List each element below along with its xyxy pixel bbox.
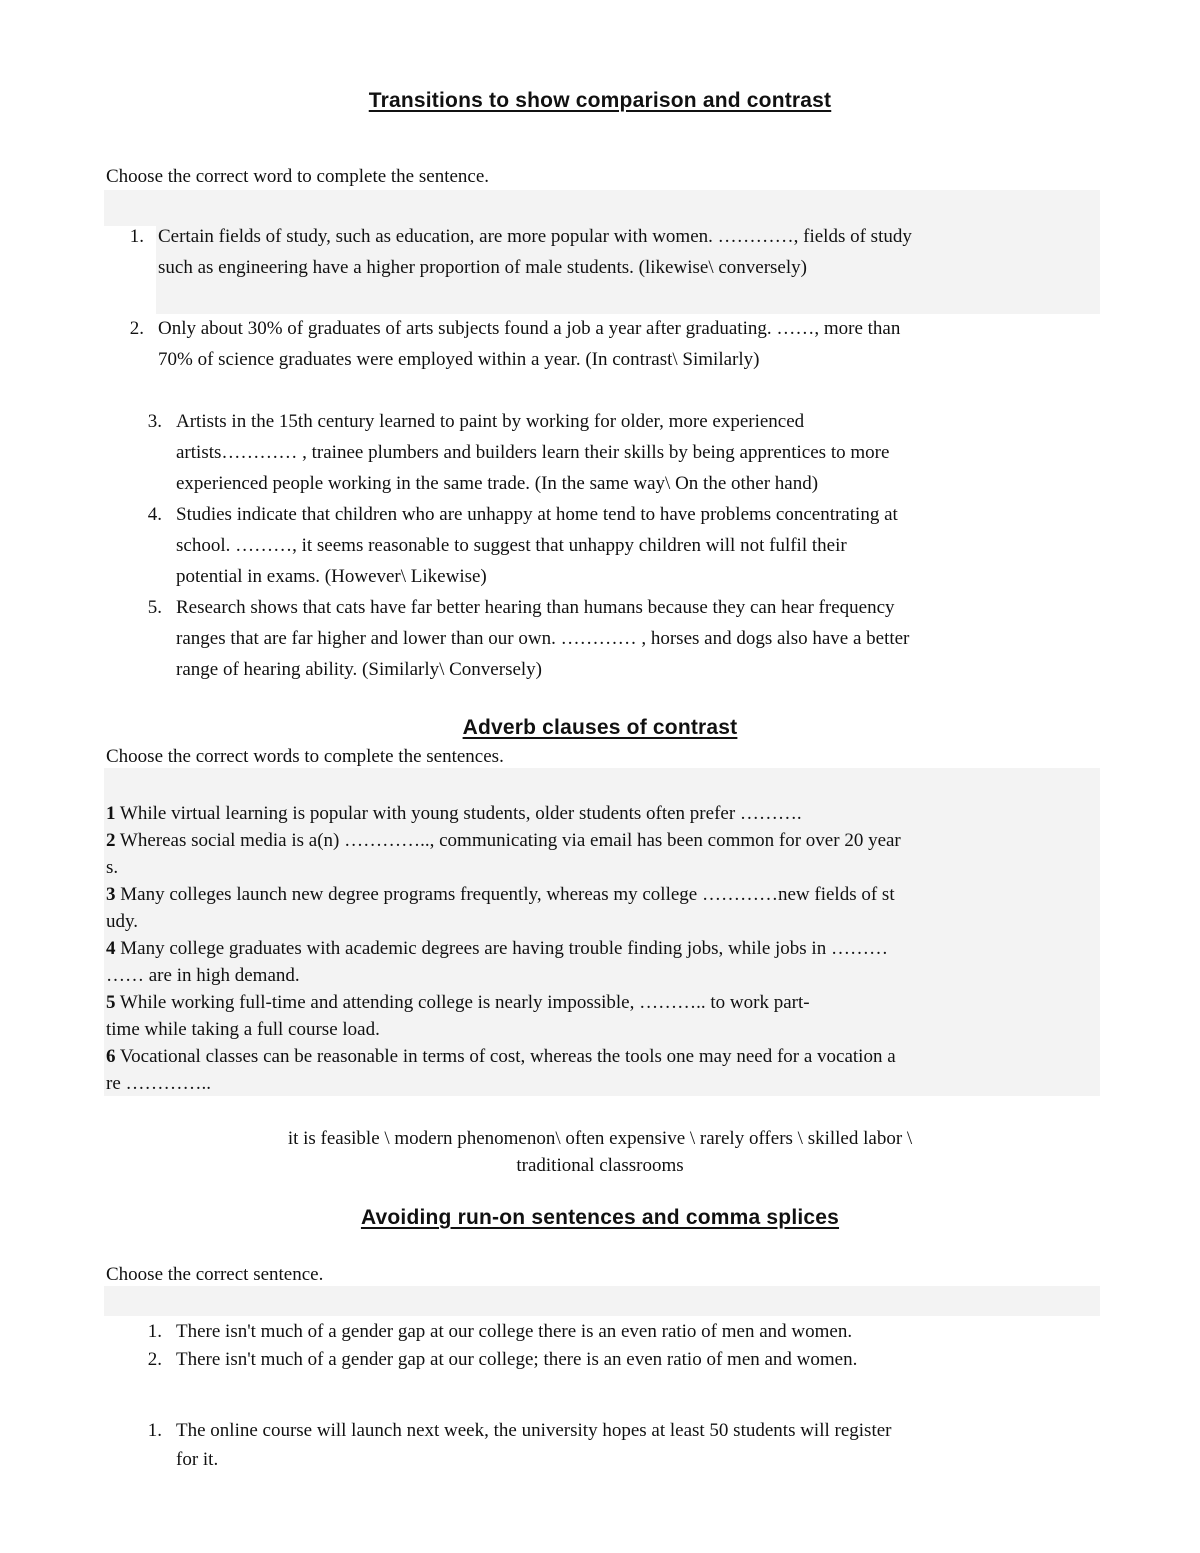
instruction-text: Choose the correct words to complete the sentences. <box>106 746 504 767</box>
sentence-row: 6 Vocational classes can be reasonable in terms of cost, whereas the tools one may need for a vocation a <box>106 1046 896 1067</box>
section-title-adverb-clauses: Adverb clauses of contrast <box>462 716 738 739</box>
sentence-row: 2 Whereas social media is a(n) ………….., communicating via email has been common for over 20 year <box>106 830 901 851</box>
word-bank-line: traditional classrooms <box>516 1155 684 1176</box>
instruction-text: Choose the correct word to complete the sentence. <box>106 166 490 187</box>
shaded-band <box>104 1286 1100 1316</box>
sentence-row: time while taking a full course load. <box>106 1019 380 1040</box>
sentence-row: 3 Many colleges launch new degree programs frequently, whereas my college …………new fields of st <box>106 884 895 905</box>
instruction-text: Choose the correct sentence. <box>106 1264 324 1285</box>
section-title-run-on: Avoiding run-on sentences and comma splices <box>360 1206 840 1229</box>
sentence-row: 5 While working full-time and attending college is nearly impossible, ……….. to work part- <box>106 992 810 1013</box>
sentence-row: 4 Many college graduates with academic degrees are having trouble finding jobs, while jobs in ……… <box>106 938 888 959</box>
sentence-row: s. <box>106 857 119 878</box>
word-bank-line: it is feasible \ modern phenomenon\ often expensive \ rarely offers \ skilled labor \ <box>287 1128 913 1149</box>
sentence-row: re ………….. <box>106 1073 212 1094</box>
sentence-row: …… are in high demand. <box>106 965 300 986</box>
section-title-transitions: Transitions to show comparison and contrast <box>368 89 832 112</box>
sentence-row: 1 While virtual learning is popular with young students, older students often prefer ………. <box>106 803 802 824</box>
sentence-row: udy. <box>106 911 139 932</box>
